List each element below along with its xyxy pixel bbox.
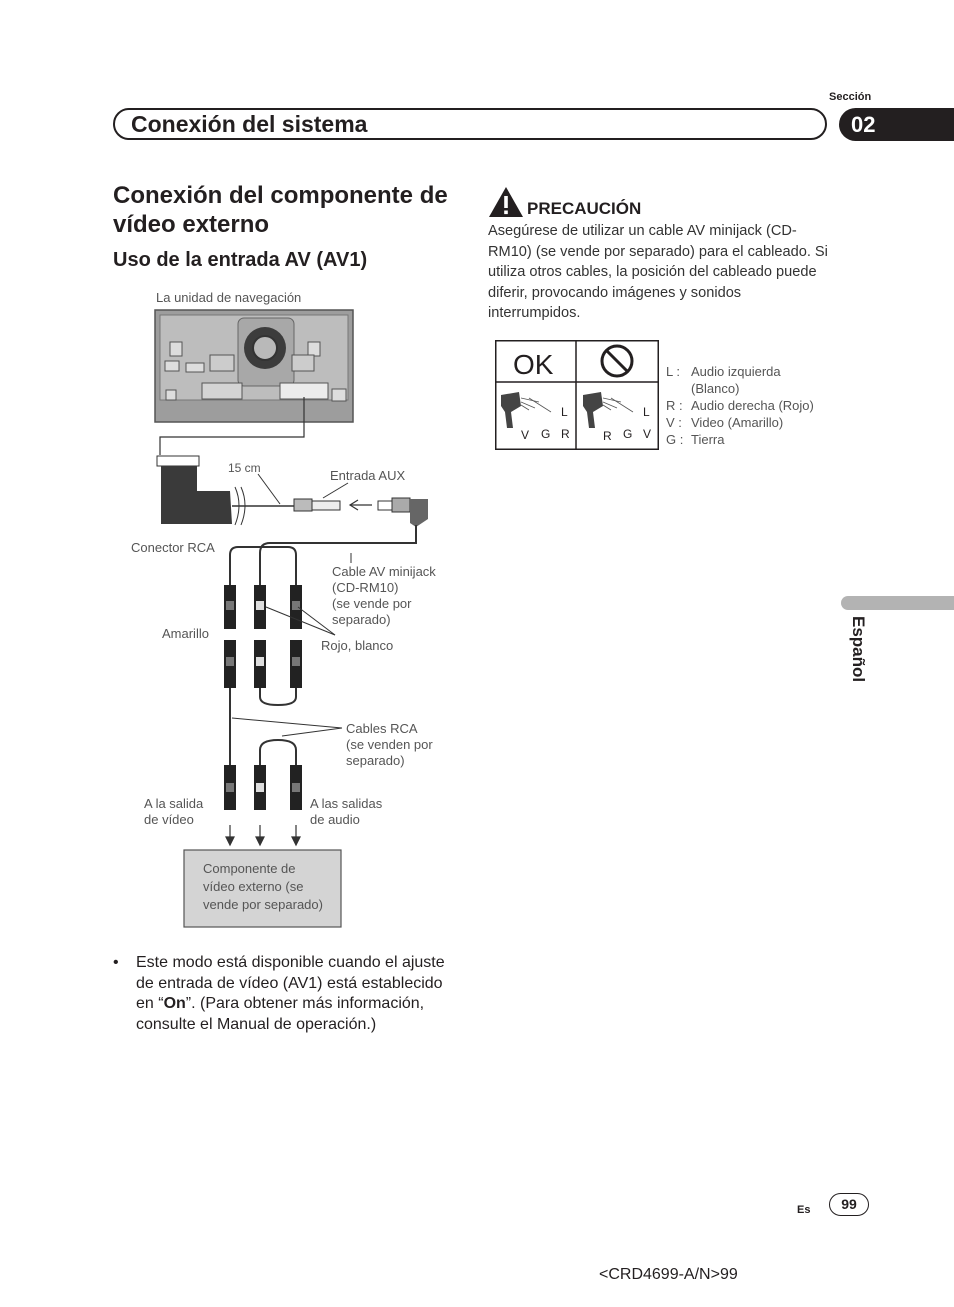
connection-diagram bbox=[110, 285, 470, 935]
ng-plug-letter-r: R bbox=[603, 429, 612, 443]
document-code: <CRD4699-A/N>99 bbox=[599, 1266, 738, 1283]
legend-key: R : bbox=[666, 398, 683, 413]
language-label: Español bbox=[849, 616, 868, 683]
minijack-cable-label-3: (se vende por bbox=[332, 596, 412, 611]
footer-lang-code: Es bbox=[797, 1204, 811, 1216]
audio-out-label-1: A las salidas bbox=[310, 796, 383, 811]
legend-key bbox=[666, 380, 691, 397]
ext-comp-label-1: Componente de bbox=[203, 861, 296, 876]
note-bullet bbox=[113, 953, 463, 1035]
video-out-label-1: A la salida bbox=[144, 796, 204, 811]
ext-comp-label-3: vende por separado) bbox=[203, 897, 323, 912]
bullet-text-before: Este modo está disponible cuando el ajuste de entrada de vídeo (AV1) está establecido en “ bbox=[136, 954, 445, 1012]
legend-value: Video (Amarillo) bbox=[691, 415, 784, 430]
warning-icon bbox=[488, 186, 524, 218]
legend-value: Audio derecha (Rojo) bbox=[691, 398, 814, 413]
rca-cables-label-1: Cables RCA bbox=[346, 721, 418, 736]
caution-title: PRECAUCIÓN bbox=[527, 199, 642, 218]
upper-plug-row bbox=[224, 585, 302, 629]
bullet-text-bold: On bbox=[163, 995, 186, 1012]
rca-connector-label: Conector RCA bbox=[131, 540, 215, 555]
bottom-plug-row bbox=[224, 765, 302, 810]
caution-text: Asegúrese de utilizar un cable AV minijack (CD-RM10) (se vende por separado) para el cableado. Si utiliza otros cables, la posición del cableado puede diferir, provocando imágenes y sonidos interrumpidos. bbox=[488, 223, 828, 322]
middle-plug-row bbox=[224, 640, 302, 688]
ok-plug-letter-l: L bbox=[561, 405, 568, 419]
ng-plug-letter-l: L bbox=[643, 405, 650, 419]
minijack-cable-label-2: (CD-RM10) bbox=[332, 580, 399, 595]
ng-plug-letter-v: V bbox=[643, 427, 652, 441]
legend-value: Tierra bbox=[691, 432, 725, 447]
ng-plug-letter-g: G bbox=[623, 427, 633, 441]
page-number: 99 bbox=[829, 1193, 869, 1216]
red-white-label: Rojo, blanco bbox=[321, 638, 394, 653]
ok-plug-letter-g: G bbox=[541, 427, 551, 441]
yellow-label: Amarillo bbox=[162, 626, 209, 641]
minijack-cable-label-4: separado) bbox=[332, 612, 391, 627]
legend-key: L : bbox=[666, 364, 680, 379]
section-number-badge: 02 bbox=[839, 108, 954, 141]
bullet-symbol: • bbox=[113, 954, 119, 971]
legend-value: Audio izquierda bbox=[691, 364, 781, 379]
ext-comp-label-2: vídeo externo (se bbox=[203, 879, 304, 894]
aux-input-label: Entrada AUX bbox=[330, 468, 406, 483]
ok-plug-letter-v: V bbox=[521, 428, 530, 442]
section-label: Sección bbox=[829, 91, 872, 103]
page-header-title: Conexión del sistema bbox=[131, 111, 368, 137]
navigation-unit-icon bbox=[155, 310, 353, 422]
legend-value: (Blanco) bbox=[691, 381, 740, 396]
rca-cables-label-3: separado) bbox=[346, 753, 405, 768]
video-out-label-2: de vídeo bbox=[144, 812, 194, 827]
plug-comparison-table bbox=[495, 340, 659, 450]
language-tab bbox=[841, 596, 954, 610]
subsection-heading: Uso de la entrada AV (AV1) bbox=[113, 249, 368, 271]
legend-key: V : bbox=[666, 415, 682, 430]
section-heading: Conexión del componente de vídeo externo bbox=[113, 182, 448, 238]
nav-unit-label: La unidad de navegación bbox=[156, 290, 302, 305]
length-label: 15 cm bbox=[228, 461, 261, 475]
legend-key: G : bbox=[666, 432, 684, 447]
minijack-cable-label-1: Cable AV minijack bbox=[332, 564, 436, 579]
rca-cables-label-2: (se venden por bbox=[346, 737, 433, 752]
plug-legend bbox=[666, 363, 851, 448]
audio-out-label-2: de audio bbox=[310, 812, 360, 827]
ok-label: OK bbox=[513, 349, 554, 380]
bullet-text-after: ”. (Para obtener más información, consulte el Manual de operación.) bbox=[136, 995, 425, 1033]
ok-plug-letter-r: R bbox=[561, 427, 570, 441]
